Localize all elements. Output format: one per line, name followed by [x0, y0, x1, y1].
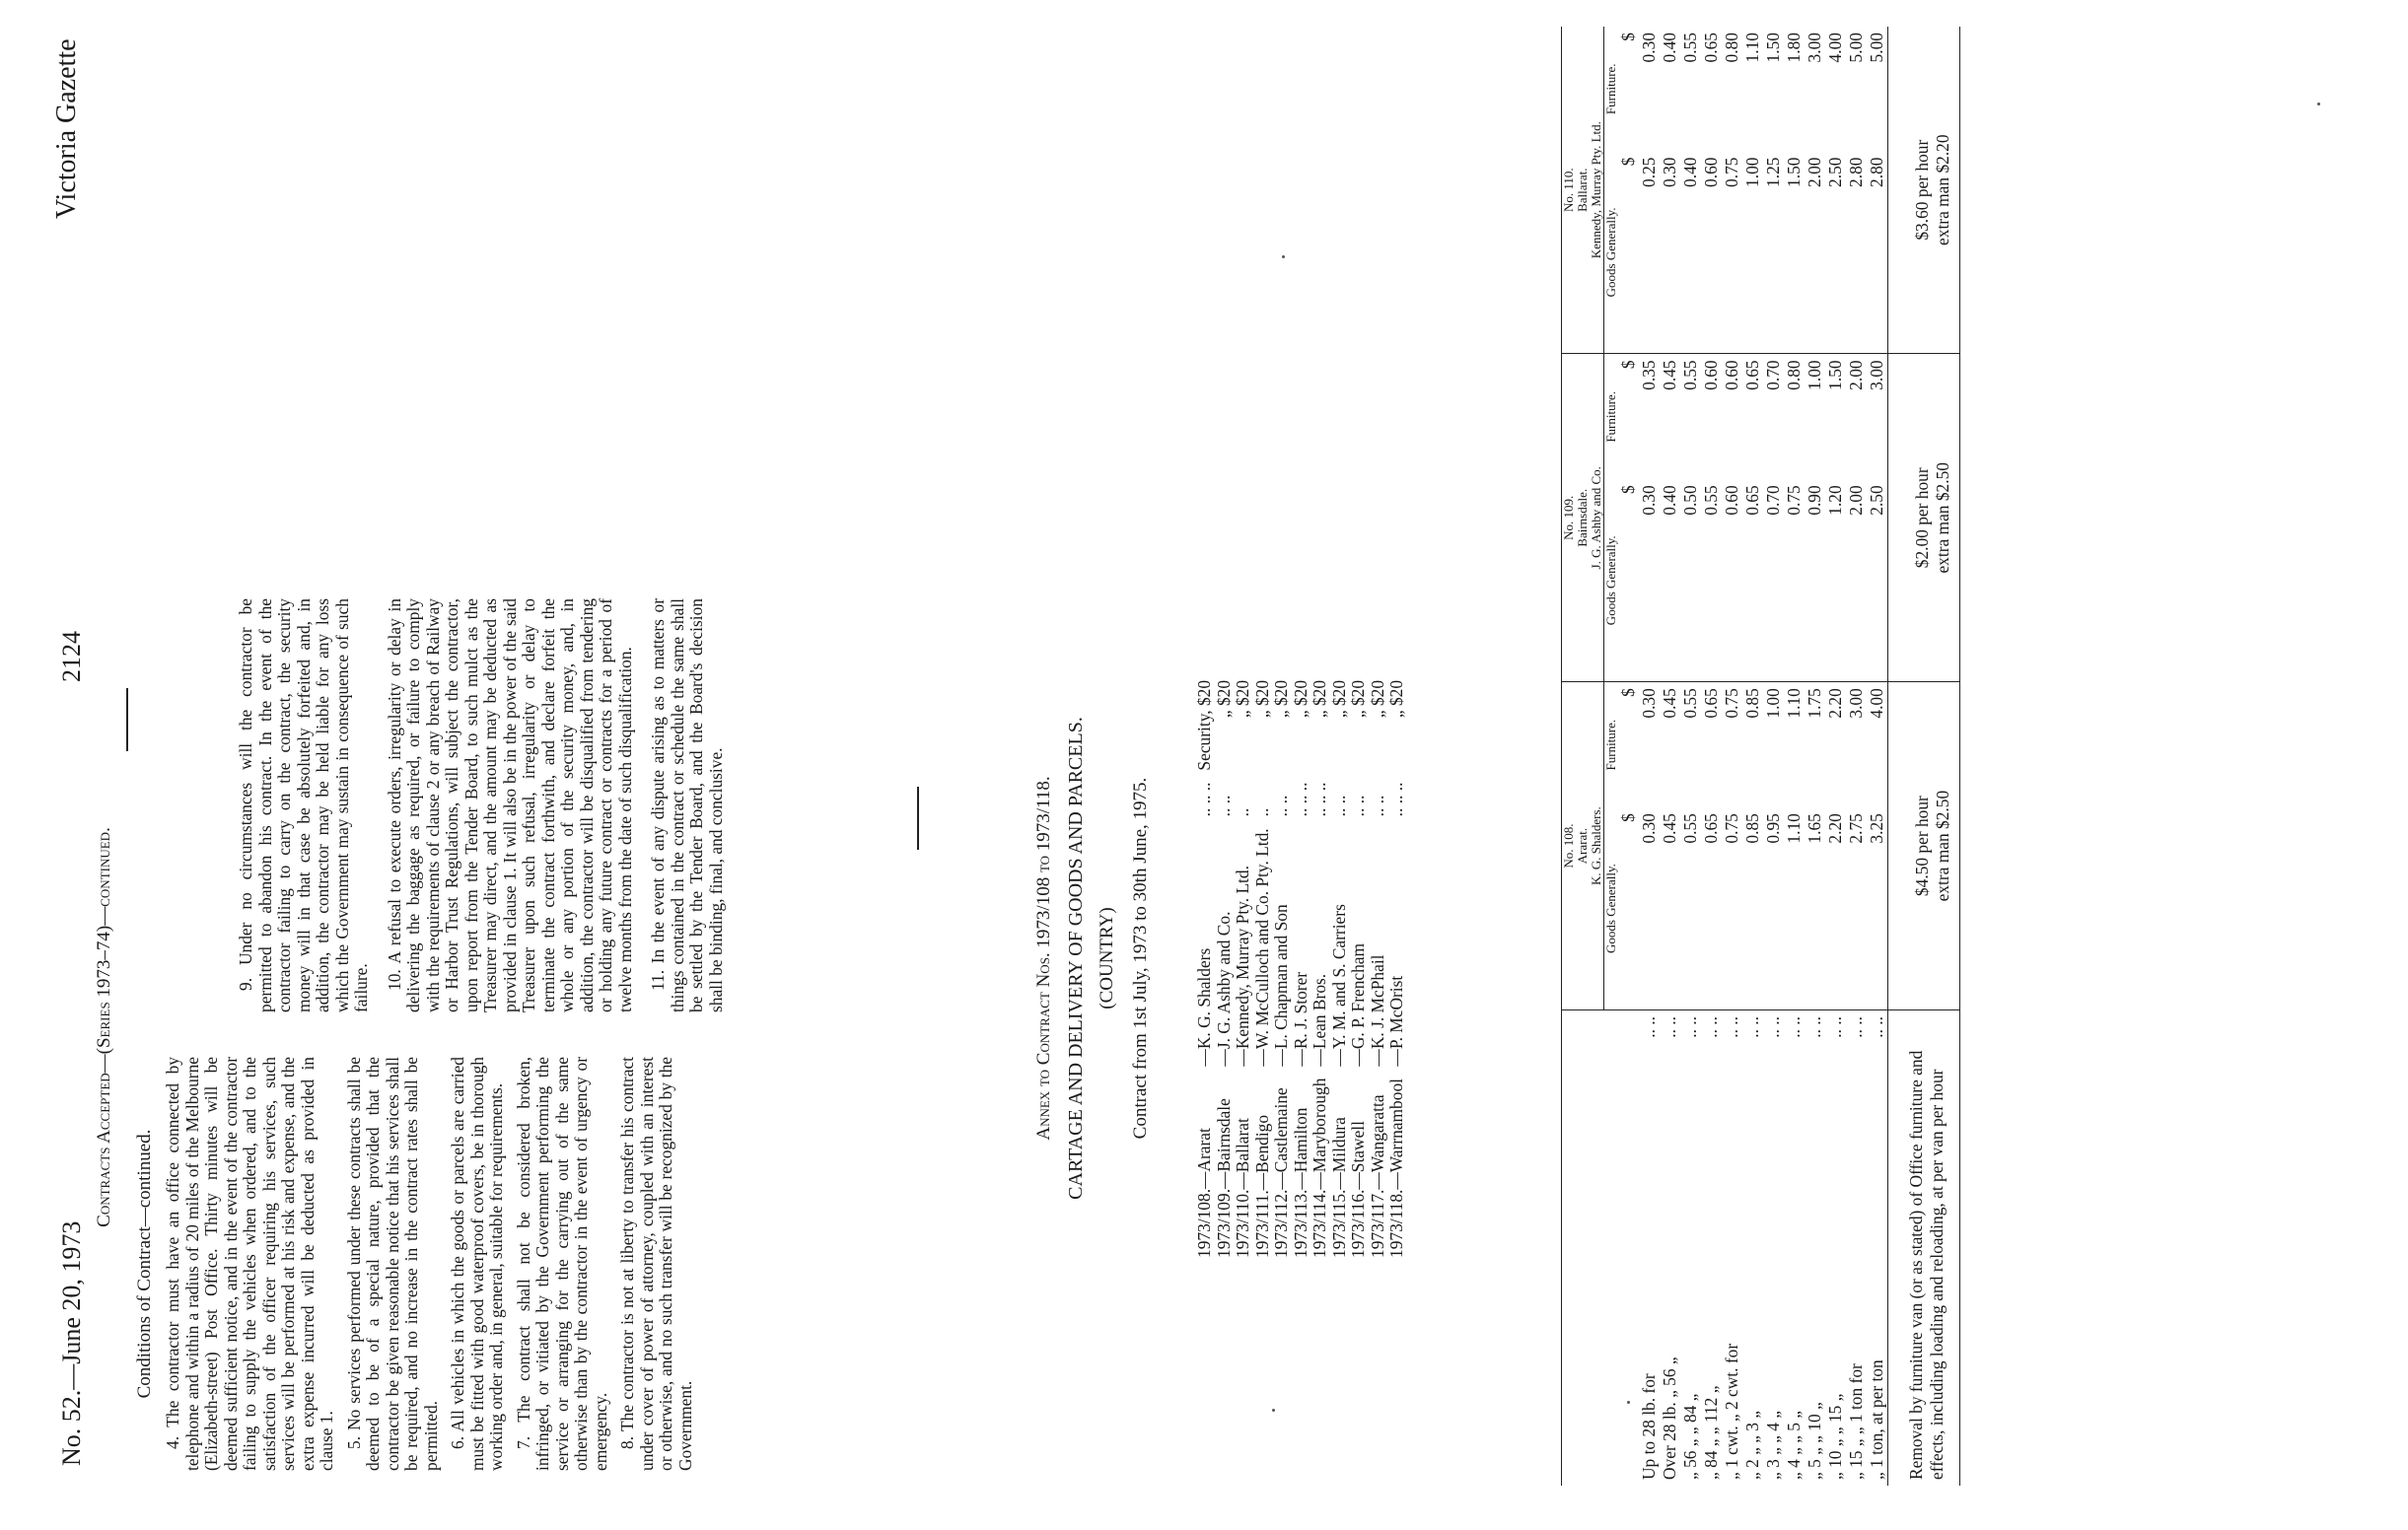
currency-symbol: $: [1618, 33, 1638, 41]
contract-number: 1973/118.—Warrnambool: [1386, 1078, 1406, 1258]
column-subheader: Furniture.: [1604, 27, 1619, 152]
rate-value: 0.45: [1660, 360, 1679, 390]
leader-dots: .. ..: [1213, 795, 1234, 817]
weight-band-label: „ 5 „ „ 10 „ .. ..: [1805, 1016, 1824, 1480]
annex-heading: CARTAGE AND DELIVERY OF GOODS AND PARCELS.: [1065, 717, 1087, 1200]
heading-rule: [126, 688, 128, 751]
security-amount: „ $20: [1348, 679, 1368, 719]
removal-rate: $2.00 per hour extra man $2.50: [1888, 354, 1960, 682]
contractor-row: [1253, 674, 1273, 1264]
blank-header-cell: [1562, 1010, 1619, 1487]
weight-band-label: „ 10 „ „ 15 „ .. ..: [1825, 1016, 1845, 1480]
removal-rate: $3.60 per hour extra man $2.20: [1888, 27, 1960, 354]
column-subheader: Goods Generally.: [1604, 479, 1619, 681]
contractor-name: —K. J. McPhail: [1367, 954, 1387, 1067]
contractor-name: —L. Chapman and Son: [1271, 904, 1291, 1067]
rate-row: [1825, 27, 1846, 1486]
rate-value: 3.25: [1867, 807, 1888, 1009]
annex-subheading: (COUNTRY): [1097, 907, 1117, 1009]
rate-value: 2.80: [1846, 152, 1867, 354]
annex-title: Annex to Contract Nos. 1973/108 to 1973/118.: [1033, 776, 1054, 1141]
rate-value: 0.95: [1763, 807, 1784, 1009]
leader-dots: .. ..: [1271, 795, 1291, 817]
weight-band-label: „ 4 „ „ 5 „ .. ..: [1784, 1016, 1804, 1480]
contractor-row: [1310, 674, 1330, 1264]
rate-row: [1639, 27, 1660, 1486]
security-amount: „ $20: [1271, 679, 1291, 719]
rate-value: 0.45: [1660, 688, 1679, 719]
currency-row: [1618, 27, 1639, 1486]
security-amount: „ $20: [1290, 679, 1310, 719]
column-subheader: Goods Generally.: [1604, 807, 1619, 1009]
security-amount: „ $20: [1386, 679, 1406, 719]
group-header: No. 110. Ballarat. Kennedy, Murray Pty. Ltd.: [1562, 27, 1604, 354]
rate-value: 3.00: [1805, 33, 1824, 63]
rate-row: [1722, 27, 1742, 1486]
contract-number: 1973/108.—Ararat: [1194, 1128, 1214, 1258]
weight-band-label: „ 84 „ „ 112 „ .. ..: [1701, 1016, 1721, 1480]
condition-paragraph: 10. A refusal to execute orders, irregularity or delay in delivering the baggage as required, or failure to comply with the requirements of clause 2 or any breach of Railway or Harbor Trust Regulations, will subject the contractor, upon report from the Tender Board, to such mulct as the Treasurer may direct, and the amount may be deducted as provided in clause 1. It will also be in the power of the said Treasurer upon such refusal, irregularity or delay to terminate the contract forthwith, and declare forfeit the whole or any portion of the security money, and, in addition, the contractor will be disqualified from tendering or holding any future contract or contracts for a period of twelve months from the date of such disqualification.: [384, 598, 635, 1012]
rate-row: [1805, 27, 1825, 1486]
column-subheader: Goods Generally.: [1604, 152, 1619, 354]
rates-table: [1561, 27, 1960, 1486]
currency-symbol: $: [1618, 360, 1638, 370]
rate-value: 0.60: [1701, 360, 1721, 390]
rate-value: 0.25: [1639, 152, 1660, 354]
rate-value: 0.70: [1763, 479, 1784, 681]
contractor-row: [1349, 674, 1369, 1264]
rate-value: 1.50: [1825, 360, 1845, 390]
condition-paragraph: 5. No services performed under these contracts shall be deemed to be of a special nature, provided that the contractor be given reasonable notice that his services shall be required, and no increase in the contract rates shall be permitted.: [343, 1057, 441, 1471]
leader-dots: .. .. ..: [1194, 782, 1214, 817]
contractor-name: —G. P. Frencham: [1348, 942, 1368, 1067]
contractor-row: [1292, 674, 1311, 1264]
contractor-name: —Kennedy, Murray Pty. Ltd.: [1233, 866, 1252, 1067]
rate-value: 5.00: [1846, 33, 1866, 63]
rate-row: [1784, 27, 1805, 1486]
rate-value: 1.10: [1784, 688, 1804, 719]
rate-value: 0.65: [1742, 360, 1762, 390]
condition-paragraph: 6. All vehicles in which the goods or parcels are carried must be fitted with good waterproof covers, be in thorough working order and, in general, suitable for requirements.: [448, 1057, 506, 1471]
rate-value: 1.75: [1805, 688, 1824, 719]
rate-value: 0.55: [1680, 33, 1700, 63]
rate-value: 0.60: [1722, 479, 1742, 681]
scan-speck: [1627, 1401, 1630, 1404]
contractor-row: [1215, 674, 1235, 1264]
rate-value: 1.10: [1784, 807, 1805, 1009]
rate-value: 0.85: [1742, 688, 1762, 719]
rate-value: 2.00: [1805, 152, 1825, 354]
rate-value: 0.75: [1784, 479, 1805, 681]
condition-paragraph: 7. The contract shall not be considered broken, infringed, or vitiated by the Government performing the service or arranging for the carrying out of the same otherwise than by the contractor in the event of urgency or emergency.: [513, 1057, 610, 1471]
rate-row: [1763, 27, 1784, 1486]
currency-symbol: $: [1618, 152, 1639, 354]
rate-value: 1.25: [1763, 152, 1784, 354]
contractor-name: —K. G. Shalders: [1194, 947, 1214, 1067]
weight-band-label: „ 15 „ „ 1 ton for .. ..: [1846, 1016, 1866, 1480]
rate-value: 1.50: [1763, 33, 1783, 63]
rate-value: 0.70: [1763, 360, 1783, 390]
contract-number: 1973/109.—Bairnsdale: [1213, 1098, 1234, 1258]
column-subheader: Furniture.: [1604, 354, 1619, 479]
scan-speck: [2317, 103, 2320, 105]
currency-symbol: $: [1618, 688, 1638, 697]
rate-value: 0.40: [1660, 33, 1679, 63]
contract-number: 1973/116.—Stawell: [1348, 1121, 1368, 1258]
contractor-row: [1387, 674, 1407, 1264]
rate-value: 1.50: [1784, 152, 1805, 354]
rate-value: 0.50: [1680, 479, 1701, 681]
rate-value: 4.00: [1867, 688, 1886, 719]
rate-value: 0.35: [1639, 360, 1659, 390]
rate-value: 2.50: [1867, 479, 1888, 681]
rate-value: 0.75: [1722, 152, 1742, 354]
page-number: 2124: [57, 631, 86, 682]
contractor-name: —W. McCulloch and Co. Pty. Ltd.: [1251, 828, 1272, 1067]
leader-dots: .. ..: [1367, 795, 1387, 817]
rate-value: 1.80: [1784, 33, 1804, 63]
contract-period: Contract from 1st July, 1973 to 30th June, 1975.: [1130, 777, 1151, 1140]
rate-value: 0.30: [1639, 33, 1659, 63]
contract-number: 1973/114.—Maryborough: [1310, 1078, 1329, 1258]
contract-number: 1973/115.—Mildura: [1328, 1117, 1349, 1258]
contractor-row: [1234, 674, 1253, 1264]
security-amount: „ $20: [1310, 679, 1329, 719]
rate-value: 2.00: [1846, 479, 1867, 681]
leader-dots: .. .. ..: [1290, 782, 1310, 817]
rate-value: 0.65: [1701, 688, 1721, 719]
weight-band-label: Up to 28 lb. for .. ..: [1639, 1016, 1659, 1480]
rate-value: 0.55: [1701, 479, 1722, 681]
weight-band-label: Over 28 lb. „ 56 „ .. ..: [1660, 1016, 1679, 1480]
rate-value: 0.60: [1701, 152, 1722, 354]
rate-value: 0.40: [1680, 152, 1701, 354]
rate-value: 0.30: [1639, 688, 1659, 719]
rate-value: 1.00: [1742, 152, 1763, 354]
condition-paragraph: 4. The contractor must have an office connected by telephone and within a radius of 20 miles of the Melbourne (Elizabeth-street) Post Office. Thirty minutes will be deemed sufficient notice, and in the event of the contractor failing to supply the vehicles when ordered, and to the satisfaction of the officer requiring his services, such services will be performed at his risk and expense, and the extra expense incurred will be deducted as provided in clause 1.: [163, 1057, 336, 1471]
contract-number: 1973/111.—Bendigo: [1251, 1114, 1272, 1258]
security-amount: „ $20: [1251, 679, 1272, 719]
rate-value: 2.75: [1846, 807, 1867, 1009]
contract-number: 1973/112.—Castlemaine: [1271, 1087, 1291, 1258]
contractor-name: —J. G. Ashby and Co.: [1213, 911, 1234, 1067]
removal-rate: $4.50 per hour extra man $2.50: [1888, 682, 1960, 1010]
leader-dots: .. .. ..: [1386, 782, 1406, 817]
rate-value: 0.65: [1701, 807, 1722, 1009]
rate-value: 1.20: [1825, 479, 1846, 681]
rate-value: 0.55: [1680, 807, 1701, 1009]
conditions-column-1: [128, 1057, 703, 1471]
condition-paragraph: 11. In the event of any dispute arising as to matters or things contained in the contract or schedule the same shall be settled by the Tender Board, and the Board's decision shall be binding, final, and conclusive.: [648, 598, 726, 1012]
rate-value: 3.00: [1846, 688, 1866, 719]
rate-value: 2.50: [1825, 152, 1846, 354]
security-amount: „ $20: [1233, 679, 1252, 719]
rate-value: 1.65: [1805, 807, 1825, 1009]
leader-dots: ..: [1233, 807, 1252, 817]
contract-number: 1973/110.—Ballarat: [1233, 1118, 1252, 1258]
weight-band-label: „ 1 cwt. „ 2 cwt. for .. ..: [1722, 1016, 1741, 1480]
contracts-heading: Contracts Accepted—(Series 1973–74)—continued.: [94, 827, 114, 1227]
rate-value: 0.30: [1639, 807, 1660, 1009]
section-rule: [917, 787, 919, 850]
rate-value: 0.80: [1784, 360, 1804, 390]
contractors-table: [1195, 674, 1407, 1264]
weight-band-label: „ 1 ton, at per ton .. ..: [1867, 1016, 1886, 1480]
condition-paragraph: 9. Under no circumstances will the contractor be permitted to abandon his contract. In the event of the contractor failing to carry on the contract, the security money will in that case be absolutely forfeited and, in addition, the contractor may be held liable for any loss which the Government may sustain in consequence of such failure.: [236, 598, 371, 1012]
contractor-name: —R. J. Storer: [1290, 971, 1310, 1067]
contractor-row: [1330, 674, 1350, 1264]
contract-number: 1973/113.—Hamilton: [1290, 1107, 1310, 1258]
contractor-name: —Y. M. and S. Carriers: [1328, 904, 1349, 1067]
rate-value: 0.45: [1660, 807, 1680, 1009]
rate-row: [1846, 27, 1867, 1486]
security-amount: „ $20: [1328, 679, 1349, 719]
group-header: No. 109. Bairnsdale. J. G. Ashby and Co.: [1562, 354, 1604, 682]
currency-symbol: $: [1618, 479, 1639, 681]
rate-row: [1701, 27, 1722, 1486]
scan-speck: [1272, 1409, 1275, 1412]
rate-value: 0.75: [1722, 688, 1741, 719]
rate-value: 2.20: [1825, 688, 1845, 719]
contractor-row: [1369, 674, 1388, 1264]
rate-value: 2.00: [1846, 360, 1866, 390]
rate-value: 0.75: [1722, 807, 1742, 1009]
rate-value: 5.00: [1867, 33, 1886, 63]
rate-value: 2.80: [1867, 152, 1888, 354]
security-amount: Security, $20: [1194, 679, 1214, 771]
removal-row: [1888, 27, 1960, 1486]
rate-value: 0.80: [1722, 33, 1741, 63]
publication-title: Victoria Gazette: [51, 38, 82, 219]
rate-value: 4.00: [1825, 33, 1845, 63]
rate-value: 0.40: [1660, 479, 1680, 681]
contractor-row: [1272, 674, 1292, 1264]
removal-label: Removal by furniture van (or as stated) of Office furniture and effects, including loading and reloading, at per van per hour: [1888, 1010, 1960, 1487]
scan-speck: [1282, 255, 1285, 258]
rate-value: 1.00: [1805, 360, 1824, 390]
leader-dots: .. .. ..: [1310, 782, 1329, 817]
rate-value: 0.85: [1742, 807, 1763, 1009]
condition-paragraph: 8. The contractor is not at liberty to transfer his contract under cover of power of attorney, coupled with an interest or otherwise, and no such transfer will be recognized by the Government.: [617, 1057, 695, 1471]
security-amount: „ $20: [1367, 679, 1387, 719]
rate-value: 0.30: [1660, 152, 1680, 354]
contractor-name: —P. McOrist: [1386, 975, 1406, 1067]
contractor-row: [1195, 674, 1215, 1264]
weight-band-label: „ 2 „ „ 3 „ .. ..: [1742, 1016, 1762, 1480]
weight-band-label: „ 3 „ „ 4 „ .. ..: [1763, 1016, 1783, 1480]
contract-number: 1973/117.—Wangaratta: [1367, 1094, 1387, 1258]
leader-dots: ..: [1251, 807, 1272, 817]
issue-date: No. 52.—June 20, 1973: [57, 1220, 86, 1466]
security-amount: „ $20: [1213, 679, 1234, 719]
rate-value: 0.55: [1680, 688, 1700, 719]
contractor-name: —Lean Bros.: [1310, 973, 1329, 1067]
rate-value: 3.00: [1867, 360, 1886, 390]
column-subheader: Furniture.: [1604, 682, 1619, 807]
leader-dots: .. ..: [1348, 795, 1368, 817]
rate-row: [1680, 27, 1701, 1486]
rate-value: 2.20: [1825, 807, 1846, 1009]
rate-value: 0.60: [1722, 360, 1741, 390]
rate-value: 0.65: [1701, 33, 1721, 63]
rate-value: 1.10: [1742, 33, 1762, 63]
rate-row: [1867, 27, 1888, 1486]
blank-cell: [1618, 1010, 1639, 1487]
leader-dots: .. ..: [1328, 795, 1349, 817]
rate-value: 0.30: [1639, 479, 1660, 681]
rate-row: [1660, 27, 1680, 1486]
rate-row: [1742, 27, 1763, 1486]
weight-band-label: „ 56 „ „ 84 „ .. ..: [1680, 1016, 1700, 1480]
conditions-heading: Conditions of Contract—continued.: [134, 1129, 155, 1399]
rate-value: 0.90: [1805, 479, 1825, 681]
group-header: No. 108. Ararat. K. G. Shalders.: [1562, 682, 1604, 1010]
currency-symbol: $: [1618, 807, 1639, 1009]
rate-value: 1.00: [1763, 688, 1783, 719]
conditions-column-2: [237, 598, 734, 1012]
rate-value: 0.55: [1680, 360, 1700, 390]
rate-value: 0.65: [1742, 479, 1763, 681]
